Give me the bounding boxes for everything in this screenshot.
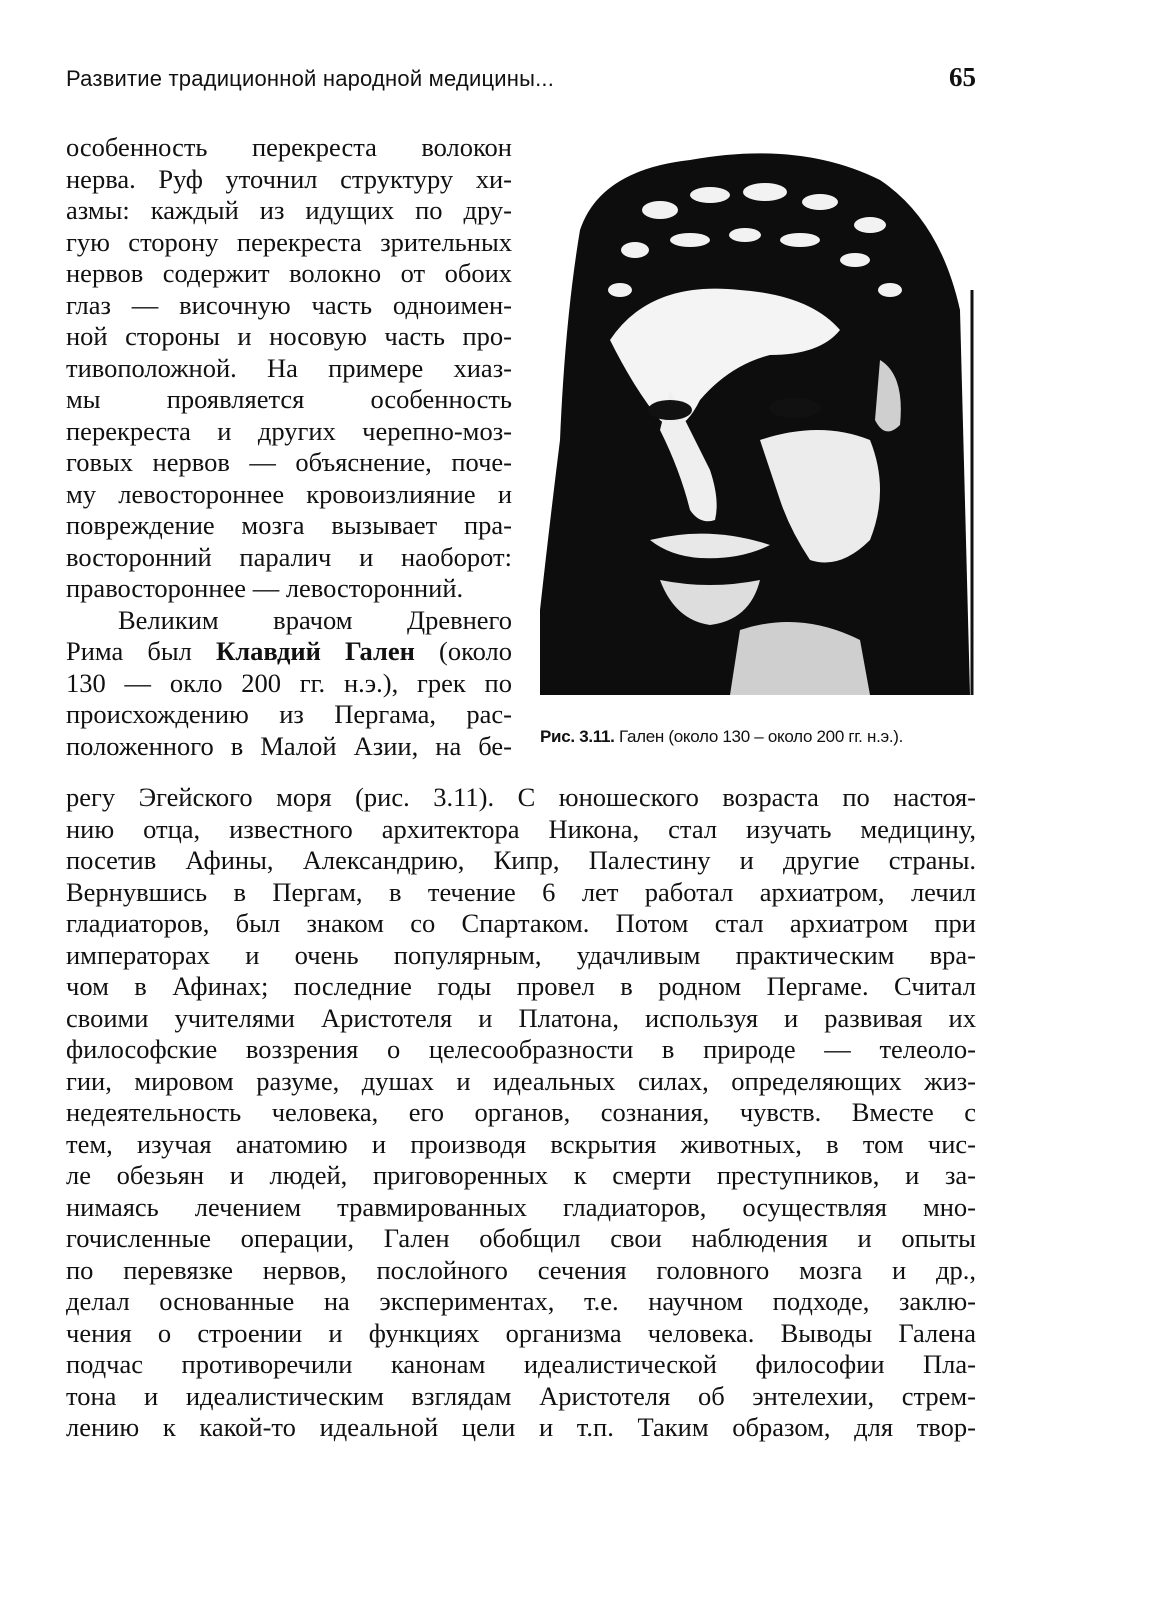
text-line: императорах и очень популярным, удачливым практическим вра- bbox=[66, 939, 976, 970]
text-line: подчас противоречили канонам идеалистической философии Пла- bbox=[66, 1349, 976, 1379]
text-line: повреждение мозга вызывает пра- bbox=[66, 510, 512, 540]
text-line: правостороннее — левосторонний. bbox=[66, 573, 464, 603]
left-column-text bbox=[66, 132, 512, 762]
text-line: нерва. Руф уточнил структуру хи- bbox=[66, 163, 512, 194]
full-width-text bbox=[66, 782, 976, 1444]
text-line: Вернувшись в Пергам, в течение 6 лет работал архиатром, лечил bbox=[66, 876, 976, 907]
text-line: нервов содержит волокно от обоих bbox=[66, 258, 512, 288]
galen-portrait-figure bbox=[540, 140, 976, 695]
text-line: перекреста и других черепно-моз- bbox=[66, 415, 512, 446]
text-line: лению к какой-то идеальной цели и т.п. Таким образом, для твор- bbox=[66, 1412, 976, 1442]
text-line: азмы: каждый из идущих по дру- bbox=[66, 195, 512, 225]
text-line: по перевязке нервов, послойного сечения головного мозга и др., bbox=[66, 1254, 976, 1285]
running-title: Развитие традиционной народной медицины... bbox=[66, 66, 555, 91]
text-fragment: (около bbox=[414, 636, 512, 666]
text-line: чом в Афинах; последние годы провел в родном Пергаме. Считал bbox=[66, 971, 976, 1001]
caption-label: Рис. 3.11. bbox=[540, 727, 615, 746]
text-line: ной стороны и носовую часть про- bbox=[66, 321, 512, 351]
text-line: гочисленные операции, Гален обобщил свои наблюдения и опыты bbox=[66, 1223, 976, 1253]
person-name: Клавдий Гален bbox=[215, 636, 415, 666]
paragraph-first-line: Великим врачом Древнего bbox=[118, 604, 512, 635]
text-line: нимаясь лечением травмированных гладиаторов, осуществляя мно- bbox=[66, 1191, 976, 1222]
text-line: гладиаторов, был знаком со Спартаком. Потом стал архиатром при bbox=[66, 908, 976, 938]
text-line: философские воззрения о целесообразности в природе — телеоло- bbox=[66, 1034, 976, 1064]
text-fragment: Рима был bbox=[66, 636, 216, 666]
text-line: ле обезьян и людей, приговоренных к смерти преступников, и за- bbox=[66, 1160, 976, 1190]
page-header bbox=[66, 58, 976, 98]
text-line: гую сторону перекреста зрительных bbox=[66, 226, 512, 257]
caption-text: Гален (около 130 – около 200 гг. н.э.). bbox=[614, 727, 904, 746]
text-line bbox=[66, 636, 512, 668]
text-line: тона и идеалистическим взглядам Аристотеля об энтелехии, стрем- bbox=[66, 1380, 976, 1411]
text-line: говых нервов — объяснение, поче- bbox=[66, 447, 512, 477]
text-line: нию отца, известного архитектора Никона, стал изучать медицину, bbox=[66, 813, 976, 844]
text-line: своими учителями Аристотеля и Платона, используя и развивая их bbox=[66, 1002, 976, 1033]
text-line: регу Эгейского моря (рис. 3.11). С юношеского возраста по настоя- bbox=[66, 782, 976, 812]
text-line: тем, изучая анатомию и производя вскрытия животных, в том чис- bbox=[66, 1128, 976, 1159]
text-line: тивоположной. На примере хиаз- bbox=[66, 352, 512, 383]
text-line: посетив Афины, Александрию, Кипр, Палестину и другие страны. bbox=[66, 845, 976, 875]
text-line: положенного в Малой Азии, на бе- bbox=[66, 730, 512, 761]
text-line: гии, мировом разуме, душах и идеальных силах, определяющих жиз- bbox=[66, 1065, 976, 1096]
text-line: глаз — височную часть одноимен- bbox=[66, 289, 512, 320]
galen-portrait-image bbox=[540, 140, 976, 695]
page-number: 65 bbox=[949, 62, 976, 92]
text-line: чения о строении и функциях организма человека. Выводы Галена bbox=[66, 1317, 976, 1348]
text-line: му левостороннее кровоизлияние и bbox=[66, 478, 512, 509]
text-line: восторонний паралич и наоборот: bbox=[66, 541, 512, 572]
text-line: недеятельность человека, его органов, сознания, чувств. Вместе с bbox=[66, 1097, 976, 1127]
text-line: мы проявляется особенность bbox=[66, 384, 512, 414]
text-line: особенность перекреста волокон bbox=[66, 132, 512, 162]
text-line: 130 — окло 200 гг. н.э.), грек по bbox=[66, 667, 512, 698]
figure-caption bbox=[540, 727, 980, 747]
text-line: делал основанные на экспериментах, т.е. научном подходе, заклю- bbox=[66, 1286, 976, 1316]
text-line: происхождению из Пергама, рас- bbox=[66, 699, 512, 729]
